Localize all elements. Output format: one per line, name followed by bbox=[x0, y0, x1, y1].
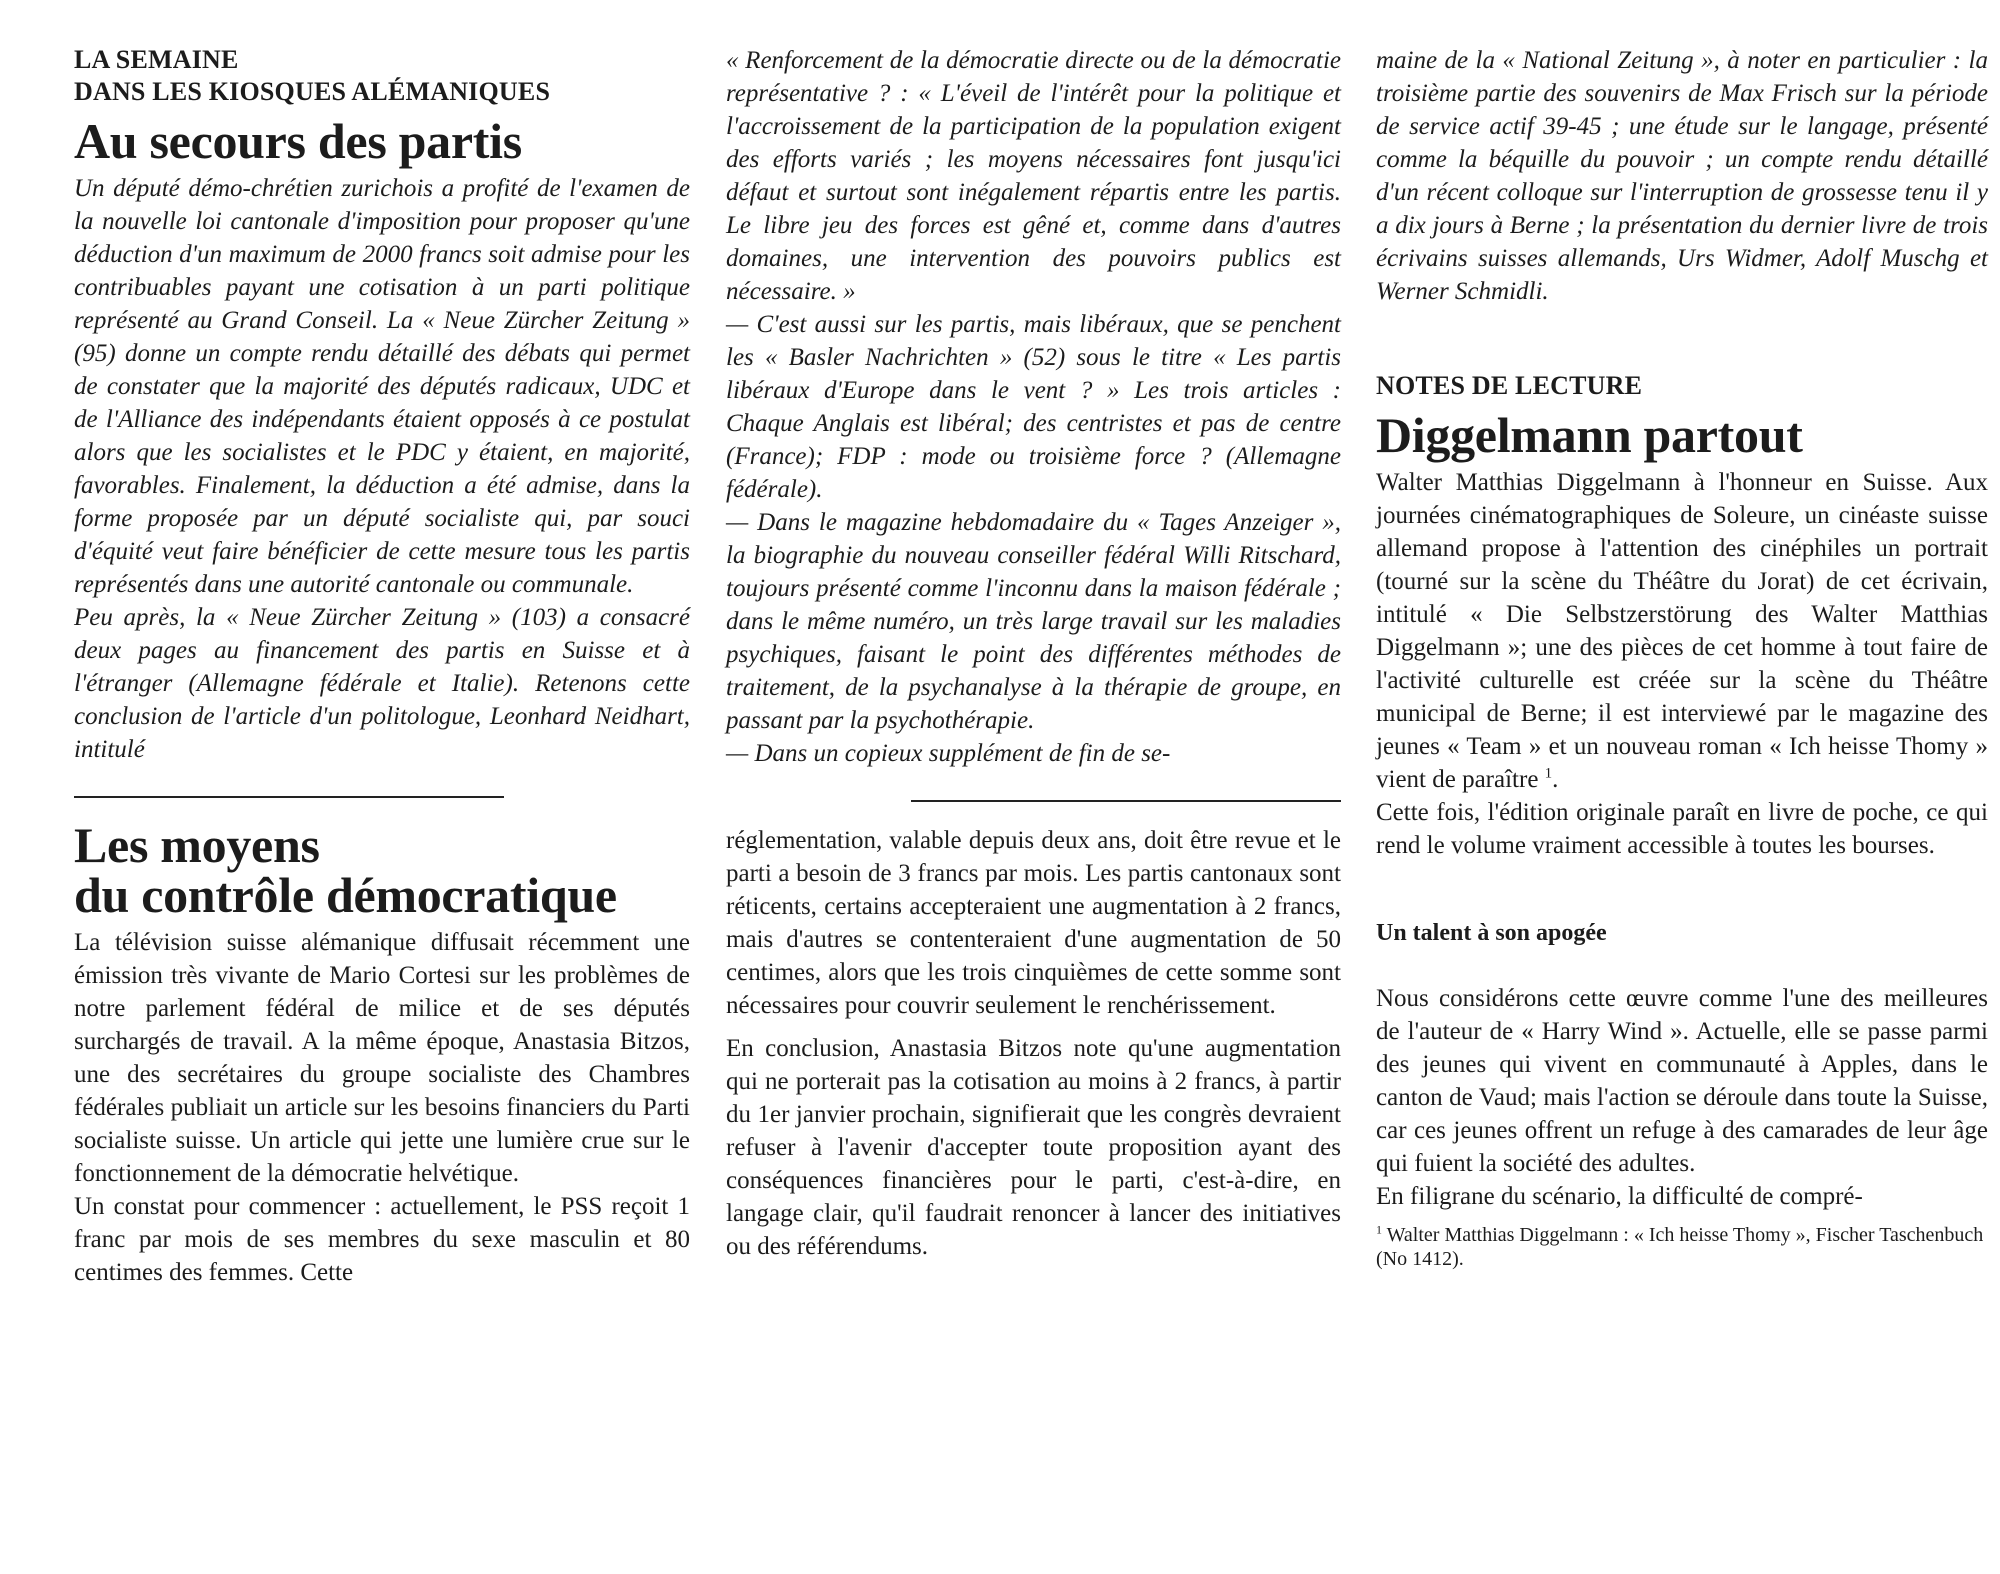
paragraph: Un constat pour commencer : actuellement, le PSS reçoit 1 franc par mois de ses membres du sexe masculin et 80 centimes des femmes. Cette bbox=[74, 1193, 690, 1286]
paragraph: Un député démo-chrétien zurichois a profité de l'examen de la nouvelle loi cantonale d'imposition pour proposer qu'une déduction d'un maximum de 2000 francs soit admise pour les contribuables payant une cotisation à un parti politique représenté au Grand Conseil. La « Neue Zürcher Zeitung » (95) donne un compte rendu détaillé des débats qui permet de constater que la majorité des députés radicaux, UDC et de l'Alliance des indépendants étaient opposés à ce postulat alors que les socialistes et le PDC y étaient, en majorité, favorables. Finalement, la déduction a été admise, dans la forme proposée par un député socialiste qui, par souci d'équité veut faire bénéficier de cette mesure tous les partis représentés dans une autorité cantonale ou communale. bbox=[74, 175, 690, 598]
paragraph: — C'est aussi sur les partis, mais libéraux, que se penchent les « Basler Nachrichten » (52) sous le titre « Les partis libéraux d'Europe dans le vent ? » Les trois articles : Chaque Anglais est libéral; des centristes et pas de centre (France); FDP : mode ou troisième force ? (Allemagne fédérale). bbox=[726, 311, 1341, 503]
kicker-line-2: DANS LES KIOSQUES ALÉMANIQUES bbox=[74, 77, 551, 106]
article-body-controle-cont bbox=[726, 824, 1341, 1263]
paragraph-text: Walter Matthias Diggelmann à l'honneur en Suisse. Aux journées cinématographiques de Soleure, un cinéaste suisse allemand propose à l'attention des cinéphiles un portrait (tourné sur la scène du Théâtre du Jorat) de cet écrivain, intitulé « Die Selbstzerstörung des Walter Matthias Diggelmann »; une des pièces de cet homme à tout faire de l'activité culturelle est créée sur la scène du Théâtre municipal de Berne; il est interviewé par le magazine des jeunes « Team » et un nouveau roman « Ich heisse Thomy » vient de paraître bbox=[1376, 469, 1988, 793]
column-1 bbox=[74, 44, 690, 1289]
paragraph: En filigrane du scénario, la difficulté de compré- bbox=[1376, 1183, 1863, 1210]
article-body-partis-end bbox=[1376, 44, 1988, 308]
headline-moyens bbox=[74, 817, 690, 923]
paragraph: — Dans un copieux supplément de fin de se- bbox=[726, 740, 1171, 767]
headline-line-2: du contrôle démocratique bbox=[74, 867, 617, 923]
article-body-diggelmann bbox=[1376, 466, 1988, 862]
paragraph: — Dans le magazine hebdomadaire du « Tages Anzeiger », la biographie du nouveau conseiller fédéral Willi Ritschard, toujours présenté comme l'inconnu dans la maison fédérale ; dans le même numéro, un très large travail sur les maladies psychiques, faisant le point des différentes méthodes de traitement, de la psychanalyse à la thérapie de groupe, en passant par la psychothérapie. bbox=[726, 509, 1341, 734]
subheading-talent: Un talent à son apogée bbox=[1376, 920, 1607, 946]
column-3 bbox=[1376, 44, 1988, 1271]
headline-line-1: Les moyens bbox=[74, 817, 320, 873]
paragraph: Cette fois, l'édition originale paraît en livre de poche, ce qui rend le volume vraiment accessible à toutes les bourses. bbox=[1376, 799, 1988, 859]
paragraph: Nous considérons cette œuvre comme l'une des meilleures de l'auteur de « Harry Wind ». Actuelle, elle se passe parmi des jeunes qui vivent en communauté à Apples, dans le canton de Vaud; mais l'action se déroule dans toute la Suisse, car ces jeunes offrent un refuge à des camarades de leur âge qui fuient la société des adultes. bbox=[1376, 985, 1988, 1177]
footnote-text: Walter Matthias Diggelmann : « Ich heisse Thomy », Fischer Taschenbuch (No 1412). bbox=[1376, 1224, 1984, 1270]
paragraph: En conclusion, Anastasia Bitzos note qu'une augmentation qui ne porterait pas la cotisation au moins à 2 francs, à partir du 1er janvier prochain, signifierait que les congrès devraient refuser à l'avenir d'accepter toute proposition ayant des conséquences financières pour le parti, c'est-à-dire, en langage clair, qu'il faudrait renoncer à lancer des initiatives ou des référendums. bbox=[726, 1035, 1341, 1260]
article-body-partis bbox=[74, 172, 690, 766]
article-body-partis-cont bbox=[726, 44, 1341, 770]
paragraph: maine de la « National Zeitung », à noter en particulier : la troisième partie des souvenirs de Max Frisch sur la période de service actif 39-45 ; une étude sur le langage, présenté comme la béquille du pouvoir ; un compte rendu détaillé d'un récent colloque sur l'interruption de grossesse tenu il y a dix jours à Berne ; la présentation du dernier livre de trois écrivains suisses allemands, Urs Widmer, Adolf Muschg et Werner Schmidli. bbox=[1376, 47, 1988, 305]
footnote bbox=[1376, 1223, 1988, 1271]
paragraph: réglementation, valable depuis deux ans, doit être revue et le parti a besoin de 3 francs par mois. Les partis cantonaux sont réticents, certains accepteraient une augmentation à 2 francs, mais d'autres se contenteraient d'une augmentation de 50 centimes, alors que les trois cinquièmes de cette somme sont nécessaires pour couvrir seulement le renchérissement. bbox=[726, 827, 1341, 1019]
column-2 bbox=[726, 44, 1341, 1263]
section-kicker-notes: NOTES DE LECTURE bbox=[1376, 371, 1643, 400]
paragraph: Peu après, la « Neue Zürcher Zeitung » (103) a consacré deux pages au financement des partis en Suisse et à l'étranger (Allemagne fédérale et Italie). Retenons cette conclusion de l'article d'un politologue, Leonhard Neidhart, intitulé bbox=[74, 604, 690, 763]
paragraph: La télévision suisse alémanique diffusait récemment une émission très vivante de Mario Cortesi sur les problèmes de notre parlement fédéral de milice et de ses députés surchargés de travail. A la même époque, Anastasia Bitzos, une des secrétaires du groupe socialiste des Chambres fédérales publiait un article sur les besoins financiers du Parti socialiste suisse. Un article qui jette une lumière crue sur le fonctionnement de la démocratie helvétique. bbox=[74, 929, 690, 1187]
kicker-line-1: LA SEMAINE bbox=[74, 45, 239, 74]
headline-diggelmann: Diggelmann partout bbox=[1376, 407, 1803, 463]
headline-au-secours: Au secours des partis bbox=[74, 113, 522, 169]
article-body-talent bbox=[1376, 982, 1988, 1213]
footnote-number: 1 bbox=[1376, 1222, 1382, 1237]
paragraph: « Renforcement de la démocratie directe ou de la démocratie représentative ? : « L'éveil de l'intérêt pour la politique et l'accroissement de la participation de la population exigent des efforts variés ; les moyens nécessaires font jusqu'ici défaut et surtout sont inégalement répartis entre les partis. Le libre jeu des forces est gêné et, comme dans d'autres domaines, une intervention des pouvoirs publics est nécessaire. » bbox=[726, 47, 1341, 305]
article-body-controle bbox=[74, 926, 690, 1289]
footnote-reference: 1 bbox=[1544, 765, 1553, 782]
paragraph: Walter Matthias Diggelmann à l'honneur en Suisse. Aux journées cinématographiques de Soleure, un cinéaste suisse allemand propose à l'attention des cinéphiles un portrait (tourné sur la scène du Théâtre du Jorat) de cet écrivain, intitulé « Die Selbstzerstörung des Walter Matthias Diggelmann »; une des pièces de cet homme à tout faire de l'activité culturelle est créée sur la scène du Théâtre municipal de Berne; il est interviewé par le magazine des jeunes « Team » et un nouveau roman « Ich heisse Thomy » vient de paraître $^1$. bbox=[1376, 469, 1988, 793]
section-kicker bbox=[74, 44, 690, 108]
